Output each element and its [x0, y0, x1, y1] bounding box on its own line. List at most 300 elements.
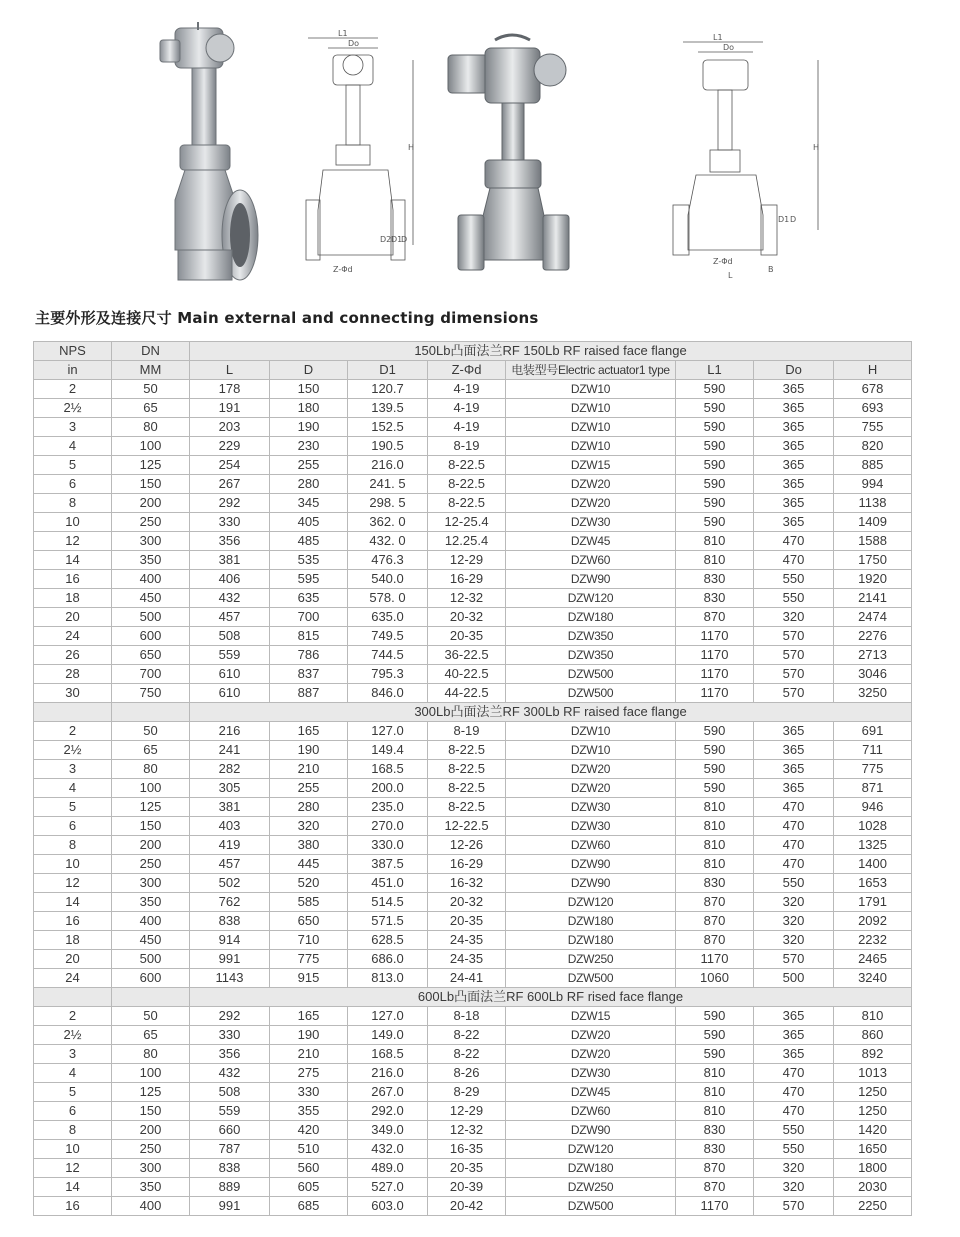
table-cell: 635.0: [348, 608, 428, 627]
table-row: [34, 399, 912, 418]
table-cell: 1800: [834, 1159, 912, 1178]
table-cell: 65: [112, 399, 190, 418]
table-row: [34, 665, 912, 684]
table-cell: 16-29: [428, 855, 506, 874]
table-cell: 570: [754, 684, 834, 703]
table-cell: 14: [34, 893, 112, 912]
table-cell: 191: [190, 399, 270, 418]
table-row: [34, 684, 912, 703]
table-cell: 810: [834, 1007, 912, 1026]
table-cell: DZW90: [506, 570, 676, 589]
table-cell: 305: [190, 779, 270, 798]
table-cell: 508: [190, 627, 270, 646]
table-cell: 149.0: [348, 1026, 428, 1045]
table-row: [34, 1007, 912, 1026]
table-cell: 100: [112, 1064, 190, 1083]
table-cell: 10: [34, 855, 112, 874]
table-cell: 508: [190, 1083, 270, 1102]
table-cell: 229: [190, 437, 270, 456]
table-row: [34, 475, 912, 494]
label-B: B: [768, 265, 774, 274]
table-cell: 8-22.5: [428, 741, 506, 760]
label-L1: L1: [338, 29, 348, 38]
table-cell: 50: [112, 722, 190, 741]
table-cell: 590: [676, 722, 754, 741]
table-cell: 292: [190, 494, 270, 513]
table-cell: 810: [676, 1102, 754, 1121]
table-cell: 991: [190, 1197, 270, 1216]
table-cell: 330: [190, 1026, 270, 1045]
table-cell: 4: [34, 437, 112, 456]
table-cell: 1250: [834, 1102, 912, 1121]
table-cell: 267: [190, 475, 270, 494]
table-cell: 590: [676, 418, 754, 437]
table-cell: 16-32: [428, 874, 506, 893]
section-header-row: [34, 703, 912, 722]
table-cell: 432: [190, 1064, 270, 1083]
table-cell: 345: [270, 494, 348, 513]
table-row: [34, 589, 912, 608]
table-cell: 320: [754, 912, 834, 931]
table-cell: DZW15: [506, 456, 676, 475]
table-cell: 419: [190, 836, 270, 855]
table-cell: 1409: [834, 513, 912, 532]
table-cell: 535: [270, 551, 348, 570]
header-L1: L1: [676, 361, 754, 380]
table-cell: 16: [34, 912, 112, 931]
table-cell: 2713: [834, 646, 912, 665]
table-cell: 1060: [676, 969, 754, 988]
table-cell: DZW20: [506, 494, 676, 513]
table-cell: 570: [754, 646, 834, 665]
table-cell: 570: [754, 1197, 834, 1216]
table-cell: 20-39: [428, 1178, 506, 1197]
table-cell: 275: [270, 1064, 348, 1083]
table-cell: 190: [270, 1026, 348, 1045]
table-cell: 50: [112, 380, 190, 399]
table-cell: 10: [34, 513, 112, 532]
table-row: [34, 437, 912, 456]
table-cell: DZW250: [506, 950, 676, 969]
table-cell: 2232: [834, 931, 912, 950]
table-cell: 20-35: [428, 1159, 506, 1178]
table-cell: DZW30: [506, 798, 676, 817]
table-row: [34, 646, 912, 665]
table-cell: 678: [834, 380, 912, 399]
table-cell: 365: [754, 1007, 834, 1026]
table-cell: DZW180: [506, 912, 676, 931]
table-cell: 8-19: [428, 437, 506, 456]
table-cell: 1750: [834, 551, 912, 570]
label-Z-d-2: Z-Φd: [713, 257, 733, 266]
table-cell: 127.0: [348, 1007, 428, 1026]
table-cell: 149.4: [348, 741, 428, 760]
table-cell: 914: [190, 931, 270, 950]
table-cell: 365: [754, 494, 834, 513]
header-actuator: 电装型号Electric actuator1 type: [506, 361, 676, 380]
table-row: [34, 494, 912, 513]
table-cell: 432. 0: [348, 532, 428, 551]
table-cell: 892: [834, 1045, 912, 1064]
table-cell: DZW10: [506, 722, 676, 741]
empty-cell: [34, 988, 112, 1007]
table-cell: DZW45: [506, 532, 676, 551]
table-cell: DZW500: [506, 1197, 676, 1216]
section-title: 300Lb凸面法兰RF 300Lb RF raised face flange: [190, 703, 912, 722]
table-row: [34, 551, 912, 570]
table-cell: 8-19: [428, 722, 506, 741]
table-cell: 365: [754, 741, 834, 760]
table-cell: DZW60: [506, 1102, 676, 1121]
table-cell: 14: [34, 551, 112, 570]
table-cell: 571.5: [348, 912, 428, 931]
table-cell: 100: [112, 779, 190, 798]
table-cell: 470: [754, 1064, 834, 1083]
table-cell: 320: [754, 1159, 834, 1178]
table-cell: 795.3: [348, 665, 428, 684]
table-row: [34, 1197, 912, 1216]
table-row: [34, 950, 912, 969]
label-D2: D2: [380, 235, 392, 244]
table-cell: 1250: [834, 1083, 912, 1102]
table-cell: 178: [190, 380, 270, 399]
valve-photo-2: [440, 10, 590, 285]
label-D: D: [401, 235, 408, 244]
table-cell: 810: [676, 817, 754, 836]
table-cell: 590: [676, 1026, 754, 1045]
table-cell: 775: [270, 950, 348, 969]
table-cell: 8-18: [428, 1007, 506, 1026]
table-cell: 100: [112, 437, 190, 456]
table-cell: 36-22.5: [428, 646, 506, 665]
table-cell: 2: [34, 380, 112, 399]
table-row: [34, 836, 912, 855]
table-cell: 65: [112, 741, 190, 760]
table-cell: 150: [112, 1102, 190, 1121]
table-cell: DZW30: [506, 817, 676, 836]
table-cell: 168.5: [348, 1045, 428, 1064]
table-cell: 470: [754, 817, 834, 836]
table-cell: 470: [754, 1102, 834, 1121]
table-cell: 365: [754, 437, 834, 456]
table-cell: 280: [270, 475, 348, 494]
header-D1: D1: [348, 361, 428, 380]
table-cell: 885: [834, 456, 912, 475]
table-row: [34, 570, 912, 589]
table-cell: DZW500: [506, 969, 676, 988]
table-cell: 18: [34, 931, 112, 950]
table-cell: 4: [34, 779, 112, 798]
table-cell: 5: [34, 798, 112, 817]
table-row: [34, 532, 912, 551]
table-cell: DZW15: [506, 1007, 676, 1026]
table-cell: 4-19: [428, 380, 506, 399]
table-cell: 387.5: [348, 855, 428, 874]
table-cell: 2141: [834, 589, 912, 608]
table-cell: 590: [676, 1045, 754, 1064]
table-cell: 2465: [834, 950, 912, 969]
dimension-drawing-2: [668, 10, 830, 285]
table-cell: 787: [190, 1140, 270, 1159]
table-cell: DZW30: [506, 513, 676, 532]
header-dn: DN: [112, 342, 190, 361]
table-cell: 16-29: [428, 570, 506, 589]
table-cell: 330: [270, 1083, 348, 1102]
table-cell: 635: [270, 589, 348, 608]
table-cell: 570: [754, 665, 834, 684]
table-cell: 755: [834, 418, 912, 437]
table-cell: 165: [270, 1007, 348, 1026]
table-cell: 2½: [34, 399, 112, 418]
table-cell: 20: [34, 950, 112, 969]
table-cell: 3: [34, 1045, 112, 1064]
table-cell: 830: [676, 570, 754, 589]
section-header-row: [34, 988, 912, 1007]
table-cell: 550: [754, 874, 834, 893]
table-row: [34, 1159, 912, 1178]
section-title: 600Lb凸面法兰RF 600Lb RF rised face flange: [190, 988, 912, 1007]
table-cell: 1650: [834, 1140, 912, 1159]
table-cell: 250: [112, 855, 190, 874]
table-cell: 12-32: [428, 1121, 506, 1140]
label-D1-2: D1: [778, 215, 790, 224]
table-cell: DZW10: [506, 418, 676, 437]
table-cell: 830: [676, 874, 754, 893]
table-cell: 550: [754, 1140, 834, 1159]
table-cell: 4-19: [428, 418, 506, 437]
table-cell: 350: [112, 551, 190, 570]
table-cell: 590: [676, 475, 754, 494]
table-cell: 200: [112, 494, 190, 513]
table-cell: 820: [834, 437, 912, 456]
table-cell: 200.0: [348, 779, 428, 798]
product-figures: [140, 10, 830, 300]
table-cell: 813.0: [348, 969, 428, 988]
table-cell: 500: [754, 969, 834, 988]
table-cell: DZW500: [506, 684, 676, 703]
label-Do-2: Do: [723, 43, 735, 52]
table-cell: 550: [754, 589, 834, 608]
table-cell: 560: [270, 1159, 348, 1178]
table-cell: 1013: [834, 1064, 912, 1083]
table-cell: 12-29: [428, 1102, 506, 1121]
table-cell: 489.0: [348, 1159, 428, 1178]
table-cell: 254: [190, 456, 270, 475]
table-cell: 502: [190, 874, 270, 893]
table-cell: 365: [754, 1045, 834, 1064]
table-cell: DZW10: [506, 399, 676, 418]
table-cell: 432.0: [348, 1140, 428, 1159]
table-cell: 125: [112, 456, 190, 475]
table-cell: 255: [270, 456, 348, 475]
table-cell: 210: [270, 1045, 348, 1064]
table-row: [34, 513, 912, 532]
table-cell: 20: [34, 608, 112, 627]
table-cell: 1588: [834, 532, 912, 551]
table-cell: 381: [190, 551, 270, 570]
table-cell: DZW120: [506, 589, 676, 608]
table-cell: 590: [676, 513, 754, 532]
table-cell: 80: [112, 418, 190, 437]
table-cell: 8: [34, 836, 112, 855]
table-cell: 830: [676, 1140, 754, 1159]
table-cell: 810: [676, 1083, 754, 1102]
table-cell: 12-32: [428, 589, 506, 608]
table-row: [34, 760, 912, 779]
table-row: [34, 418, 912, 437]
table-cell: 20-32: [428, 608, 506, 627]
table-cell: 3046: [834, 665, 912, 684]
table-row: [34, 722, 912, 741]
label-L1-2: L1: [713, 33, 723, 42]
table-cell: 514.5: [348, 893, 428, 912]
table-cell: 125: [112, 1083, 190, 1102]
table-cell: 8-22.5: [428, 494, 506, 513]
table-cell: 24-35: [428, 931, 506, 950]
table-cell: 476.3: [348, 551, 428, 570]
table-cell: 500: [112, 608, 190, 627]
table-cell: 1791: [834, 893, 912, 912]
table-cell: 12: [34, 532, 112, 551]
table-cell: 365: [754, 513, 834, 532]
table-cell: 12-25.4: [428, 513, 506, 532]
table-cell: 887: [270, 684, 348, 703]
table-cell: 786: [270, 646, 348, 665]
table-cell: 2092: [834, 912, 912, 931]
table-cell: DZW10: [506, 437, 676, 456]
table-cell: 432: [190, 589, 270, 608]
table-cell: 16: [34, 570, 112, 589]
table-cell: 870: [676, 893, 754, 912]
table-cell: 744.5: [348, 646, 428, 665]
table-cell: 14: [34, 1178, 112, 1197]
table-cell: 5: [34, 456, 112, 475]
empty-cell: [112, 988, 190, 1007]
table-cell: 540.0: [348, 570, 428, 589]
table-cell: 403: [190, 817, 270, 836]
table-cell: DZW350: [506, 627, 676, 646]
table-cell: 691: [834, 722, 912, 741]
table-cell: 8-26: [428, 1064, 506, 1083]
table-cell: 292: [190, 1007, 270, 1026]
table-row: [34, 893, 912, 912]
table-row: [34, 627, 912, 646]
table-cell: DZW90: [506, 874, 676, 893]
table-cell: 870: [676, 912, 754, 931]
table-cell: 470: [754, 1083, 834, 1102]
table-cell: 889: [190, 1178, 270, 1197]
table-cell: 298. 5: [348, 494, 428, 513]
table-cell: DZW180: [506, 608, 676, 627]
table-cell: 1170: [676, 665, 754, 684]
dimensions-table: [33, 341, 912, 1216]
table-cell: 1028: [834, 817, 912, 836]
table-cell: 406: [190, 570, 270, 589]
table-cell: 365: [754, 399, 834, 418]
table-cell: 1400: [834, 855, 912, 874]
table-cell: DZW10: [506, 741, 676, 760]
table-cell: 810: [676, 855, 754, 874]
table-cell: 80: [112, 1045, 190, 1064]
table-cell: 20-42: [428, 1197, 506, 1216]
table-cell: 693: [834, 399, 912, 418]
table-cell: 350: [112, 893, 190, 912]
header-in: in: [34, 361, 112, 380]
table-cell: 216.0: [348, 1064, 428, 1083]
table-cell: 870: [676, 1178, 754, 1197]
table-row: [34, 1121, 912, 1140]
empty-cell: [112, 703, 190, 722]
table-cell: 8-22.5: [428, 798, 506, 817]
table-cell: DZW250: [506, 1178, 676, 1197]
table-cell: 8-22.5: [428, 475, 506, 494]
table-cell: DZW20: [506, 1045, 676, 1064]
table-cell: 450: [112, 589, 190, 608]
table-cell: 603.0: [348, 1197, 428, 1216]
table-cell: 870: [676, 1159, 754, 1178]
table-cell: 365: [754, 722, 834, 741]
table-cell: 451.0: [348, 874, 428, 893]
table-cell: 270.0: [348, 817, 428, 836]
table-cell: DZW60: [506, 551, 676, 570]
table-cell: 400: [112, 912, 190, 931]
table-cell: 628.5: [348, 931, 428, 950]
table-cell: 12-29: [428, 551, 506, 570]
table-cell: DZW20: [506, 760, 676, 779]
table-cell: 450: [112, 931, 190, 950]
table-cell: 870: [676, 931, 754, 950]
table-cell: 356: [190, 532, 270, 551]
table-cell: 445: [270, 855, 348, 874]
table-cell: 860: [834, 1026, 912, 1045]
table-cell: 216: [190, 722, 270, 741]
table-cell: 24-35: [428, 950, 506, 969]
table-cell: 20-35: [428, 627, 506, 646]
section-title: 150Lb凸面法兰RF 150Lb RF raised face flange: [190, 342, 912, 361]
table-cell: 3: [34, 760, 112, 779]
table-row: [34, 380, 912, 399]
table-cell: 1143: [190, 969, 270, 988]
table-cell: 550: [754, 570, 834, 589]
table-cell: 381: [190, 798, 270, 817]
table-cell: 203: [190, 418, 270, 437]
table-cell: 8-29: [428, 1083, 506, 1102]
table-cell: 8-22.5: [428, 779, 506, 798]
table-cell: 362. 0: [348, 513, 428, 532]
table-row: [34, 608, 912, 627]
table-cell: 1170: [676, 950, 754, 969]
header-D: D: [270, 361, 348, 380]
table-cell: 762: [190, 893, 270, 912]
table-cell: 365: [754, 418, 834, 437]
table-cell: 595: [270, 570, 348, 589]
table-row: [34, 1064, 912, 1083]
table-cell: 578. 0: [348, 589, 428, 608]
table-cell: 2: [34, 1007, 112, 1026]
table-cell: 235.0: [348, 798, 428, 817]
table-cell: 16-35: [428, 1140, 506, 1159]
table-cell: 28: [34, 665, 112, 684]
table-cell: 700: [270, 608, 348, 627]
table-row: [34, 912, 912, 931]
table-cell: 320: [270, 817, 348, 836]
table-cell: 559: [190, 1102, 270, 1121]
table-cell: 470: [754, 855, 834, 874]
table-cell: 150: [112, 475, 190, 494]
table-cell: 44-22.5: [428, 684, 506, 703]
table-row: [34, 1026, 912, 1045]
table-cell: 10: [34, 1140, 112, 1159]
